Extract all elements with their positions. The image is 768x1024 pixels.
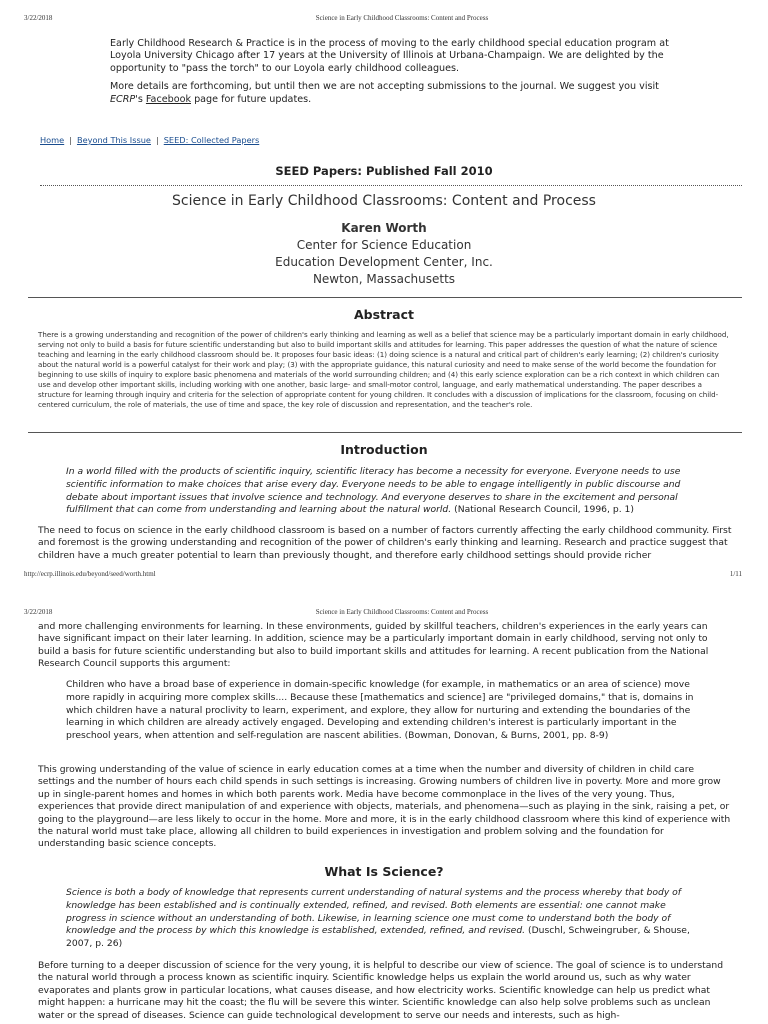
body-paragraph: This growing understanding of the value of science in early education comes at a time when the number and diversity of children in child care settings and the number of hours each child spends in such settings is increasing. Growing numbers of children live in poverty. More and more grow up in single-parent homes and homes in which both parents work. Media have become commonplace in the lives of the very young. Thus, experiences that provide direct manipulation of and experience with objects, materials, and phenomena—such as playing in the sink, raising a pet, or going to the playground—are less likely to occur in the home. More and more, it is in the early childhood classroom where this kind of experience with the natural world must take place, allowing all children to build experiences in investigation and problem solving and the foundation for understanding basic science concepts.	[38, 764, 731, 850]
abstract-text: There is a growing understanding and recognition of the power of children's early thinking and learning as well as a belief that science may be a particularly important domain in early childhood, serving not only to build a basis for future scientific understanding but also to build important skills and attitudes for learning. This paper addresses the question of what the nature of science teaching and learning in the early childhood classroom should be. It proposes four basic ideas: (1) doing science is a natural and critical part of children's early learning; (2) children's curiosity about the natural world is a powerful catalyst for their work and play; (3) with the appropriate guidance, this natural curiosity and need to make sense of the world become the foundation for beginning to use skills of inquiry to explore basic phenomena and materials of the world surrounding children; and (4) this early science exploration can be a rich context in which children can use and develop other important skills, including working with one another, basic large- and small-motor control, language, and early mathematical understanding. The paper describes a structure for learning through inquiry and criteria for the selection of appropriate content for young children. It concludes with a discussion of implications for the classroom, focusing on child-centered curriculum, the role of materials, the use of time and space, the key role of discussion and representation, and the teacher's role.	[38, 330, 729, 410]
home-link[interactable]: Home	[40, 135, 65, 145]
science-definition-quote	[66, 887, 706, 951]
series-title: SEED Papers: Published Fall 2010	[275, 164, 493, 178]
article-title: Science in Early Childhood Classrooms: Content and Process	[172, 193, 596, 209]
nav-separator: |	[155, 135, 159, 145]
relocation-notice	[110, 38, 670, 112]
breadcrumb-nav	[40, 135, 259, 145]
body-paragraph: and more challenging environments for learning. In these environments, guided by skillful teachers, children's experiences in the early years can have significant impact on their later learning. In addition, science may be a particularly important domain in early childhood, serving not only to build a basis for future scientific understanding but also to build important skills and attitudes for learning. A recent publication from the National Research Council supports this argument:	[38, 621, 709, 670]
author-name: Karen Worth	[341, 221, 427, 235]
ecrp-name: ECRP	[110, 93, 136, 105]
seed-collected-papers-link[interactable]: SEED: Collected Papers	[163, 135, 260, 145]
quote-citation: (Duschl, Schweingruber, & Shouse, 2007, p. 26)	[66, 925, 690, 950]
print-date: 3/22/2018	[24, 608, 53, 616]
introduction-heading: Introduction	[340, 442, 428, 457]
print-page-2	[0, 604, 768, 1024]
section-divider	[28, 432, 742, 433]
introduction-quote	[66, 466, 706, 517]
quote-text: Science is both a body of knowledge that represents current understanding of natural systems and the process whereby that body of knowledge has been established and is continually extended, refined, and revised. Both elements are essential: one cannot make progress in science without an understanding of both. Likewise, in learning science one must come to understand both the body of knowledge and the process by which this knowledge is established, extended, refined, and revised.	[66, 887, 682, 937]
what-is-science-heading: What Is Science?	[324, 864, 444, 879]
author-block	[0, 220, 768, 288]
beyond-this-issue-link[interactable]: Beyond This Issue	[76, 135, 151, 145]
author-affiliation: Center for Science Education	[296, 238, 472, 252]
notice-paragraph-2	[110, 81, 670, 106]
section-divider	[28, 297, 742, 298]
print-title: Science in Early Childhood Classrooms: Content and Process	[315, 14, 489, 22]
notice-text: 's	[135, 93, 143, 105]
block-quote: Children who have a broad base of experience in domain-specific knowledge (for example, in mathematics or an area of science) move more rapidly in acquiring more complex skills.... Because these [mathematics and science] are "privileged domains," that is, domains in which children have a natural proclivity to learn, experiment, and explore, they allow for nurturing and extending the boundaries of the learning in which children are already actively engaged. Developing and extending children's interest is particularly important in the preschool years, when attention and self-regulation are nascent abilities. (Bowman, Donovan, & Burns, 2001, pp. 8-9)	[66, 679, 694, 742]
print-header	[0, 14, 768, 24]
introduction-paragraph: The need to focus on science in the early childhood classroom is based on a number of factors currently affecting the early childhood community. First and foremost is the growing understanding and recognition of the power of children's early thinking and learning. Research and practice suggest that children have a much greater potential to learn than previously thought, and therefore early childhood settings should provide richer	[38, 525, 732, 561]
page-number: 1/11	[729, 570, 742, 578]
print-url: http://ecrp.illinois.edu/beyond/seed/worth.html	[24, 570, 156, 578]
quote-citation: (National Research Council, 1996, p. 1)	[451, 504, 634, 516]
nav-separator: |	[69, 135, 72, 145]
author-location: Newton, Massachusetts	[312, 272, 456, 286]
notice-text: page for future updates.	[194, 93, 312, 105]
abstract-heading: Abstract	[353, 307, 415, 322]
author-organization: Education Development Center, Inc.	[275, 255, 493, 269]
notice-text: More details are forthcoming, but until then we are not accepting submissions to the journal. We suggest you visit	[110, 81, 659, 93]
facebook-link[interactable]: Facebook	[145, 93, 191, 105]
print-date: 3/22/2018	[24, 14, 53, 22]
dotted-divider	[40, 185, 742, 186]
notice-paragraph-1: Early Childhood Research & Practice is in the process of moving to the early childhood special education program at Loyola University Chicago after 17 years at the University of Illinois at Urbana-Champaign. We are delighted by the opportunity to "pass the torch" to our Loyola early childhood colleagues.	[110, 38, 669, 74]
print-header	[0, 608, 768, 618]
body-paragraph: Before turning to a deeper discussion of science for the very young, it is helpful to describe our view of science. The goal of science is to understand the natural world through a process known as scientific inquiry. Scientific knowledge helps us explain the world around us, such as why water evaporates and plants grow in particular locations, what causes disease, and how electricity works. Scientific knowledge can help us predict what might happen: a hurricane may hit the coast; the flu will be severe this winter. Scientific knowledge can also help solve problems such as unclean water or the spread of diseases. Science can guide technological development to serve our needs and interests, such as high-	[38, 960, 724, 1021]
quote-text: In a world filled with the products of scientific inquiry, scientific literacy has become a necessity for everyone. Everyone needs to use scientific information to make choices that arise every day. Everyone needs to be able to engage intelligently in public discourse and debate about important issues that involve science and technology. And everyone deserves to share in the excitement and personal fulfillment that can come from understanding and learning about the natural world.	[66, 466, 681, 516]
print-title: Science in Early Childhood Classrooms: Content and Process	[315, 608, 489, 616]
